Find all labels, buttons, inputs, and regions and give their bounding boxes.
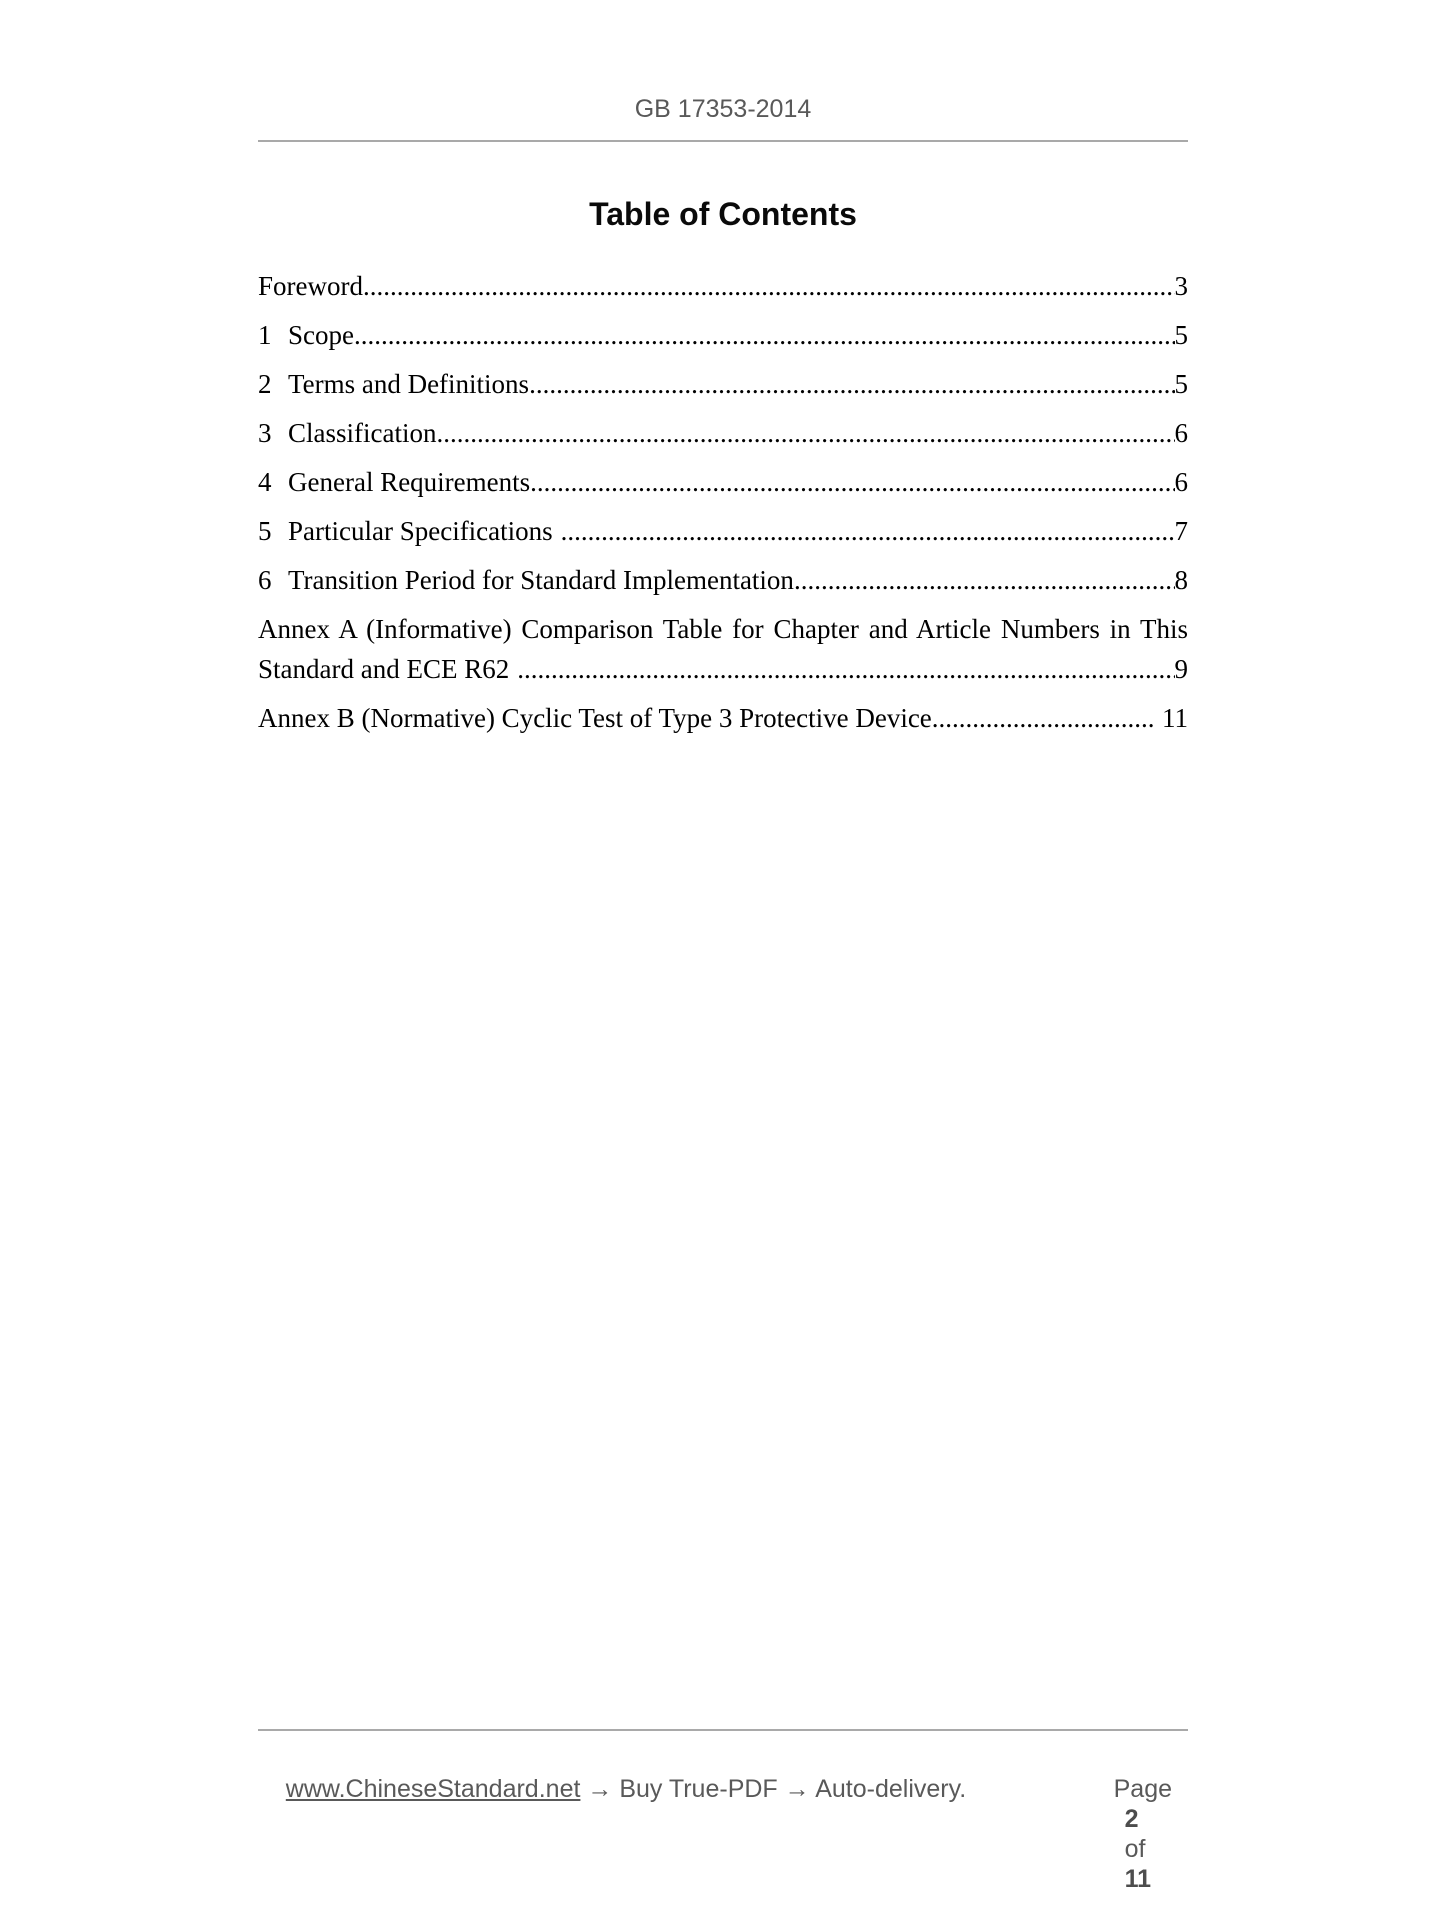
toc-entry-general-requirements: [258, 462, 1188, 502]
toc-leader-dots: [530, 462, 1174, 502]
toc-entry-foreword: [258, 266, 1188, 306]
toc-entry-page: 8: [1174, 565, 1188, 595]
toc-entry-number: 3: [258, 418, 272, 448]
toc-entry-title: General Requirements: [288, 467, 531, 497]
toc-entry-title-line2: Standard and ECE R62: [258, 654, 510, 684]
toc-entry-terms-and-definitions: [258, 364, 1188, 404]
toc-entry-title: Transition Period for Standard Implementation: [288, 565, 794, 595]
page-sheet: [258, 0, 1188, 747]
toc-entry-number: 5: [258, 516, 272, 546]
toc-leader-dots: [436, 413, 1174, 453]
toc-entry-title: Terms and Definitions: [288, 369, 530, 399]
page-total: 11: [1124, 1865, 1152, 1893]
toc-entry-page: 3: [1174, 271, 1188, 301]
site-link[interactable]: www.ChineseStandard.net: [285, 1775, 581, 1803]
toc-entry-title: Particular Specifications: [288, 516, 553, 546]
page-indicator: [1086, 1744, 1188, 1924]
toc-entry-page: 11: [1162, 703, 1188, 733]
toc-entry-title: Scope: [288, 320, 354, 350]
toc-entry-page: 6: [1174, 418, 1188, 448]
page-header: [258, 0, 1188, 124]
page-label: Page: [1113, 1775, 1172, 1803]
toc-leader-dots: [529, 364, 1174, 404]
toc-entry-scope: [258, 315, 1188, 355]
toc-leader-dots: [354, 315, 1175, 355]
toc-entry-number: 2: [258, 369, 272, 399]
toc-entry-page: 5: [1174, 320, 1188, 350]
page-current: 2: [1124, 1805, 1139, 1833]
toc-entry-annex-a: [258, 609, 1188, 689]
toc-entry-page: 5: [1174, 369, 1188, 399]
toc-entry-number: 4: [258, 467, 272, 497]
toc-entry-annex-b: [258, 698, 1188, 738]
toc-entry-page: 6: [1174, 467, 1188, 497]
toc-leader-dots: [509, 649, 1174, 689]
table-of-contents: [258, 266, 1188, 738]
toc-entry-title: Classification: [288, 418, 437, 448]
doc-number: GB 17353-2014: [634, 95, 812, 123]
toc-entry-particular-specifications: [258, 511, 1188, 551]
of-label: of: [1124, 1835, 1146, 1863]
toc-leader-dots: [363, 266, 1175, 306]
toc-entry-page: 9: [1174, 654, 1188, 684]
toc-entry-number: 6: [258, 565, 272, 595]
toc-entry-transition-period: [258, 560, 1188, 600]
footer-tagline: [258, 1744, 966, 1834]
page-title: Table of Contents: [589, 196, 857, 232]
footer-tagline-text: → Buy True-PDF → Auto-delivery.: [580, 1775, 967, 1803]
toc-entry-title-line1: Annex A (Informative) Comparison Table for Chapter and Article Numbers in This: [258, 614, 1188, 644]
toc-leader-dots: [932, 698, 1155, 738]
toc-entry-title: Annex B (Normative) Cyclic Test of Type 3 Protective Device: [258, 703, 932, 733]
toc-entry-title: Foreword: [258, 271, 363, 301]
toc-entry-classification: [258, 413, 1188, 453]
toc-leader-dots: [553, 511, 1175, 551]
toc-entry-number: 1: [258, 320, 272, 350]
page-footer: [258, 1729, 1188, 1924]
toc-entry-page: 7: [1174, 516, 1188, 546]
header-rule: [258, 140, 1188, 142]
toc-entry-annex-a-line2: [258, 649, 1188, 689]
toc-leader-dots: [794, 560, 1175, 600]
